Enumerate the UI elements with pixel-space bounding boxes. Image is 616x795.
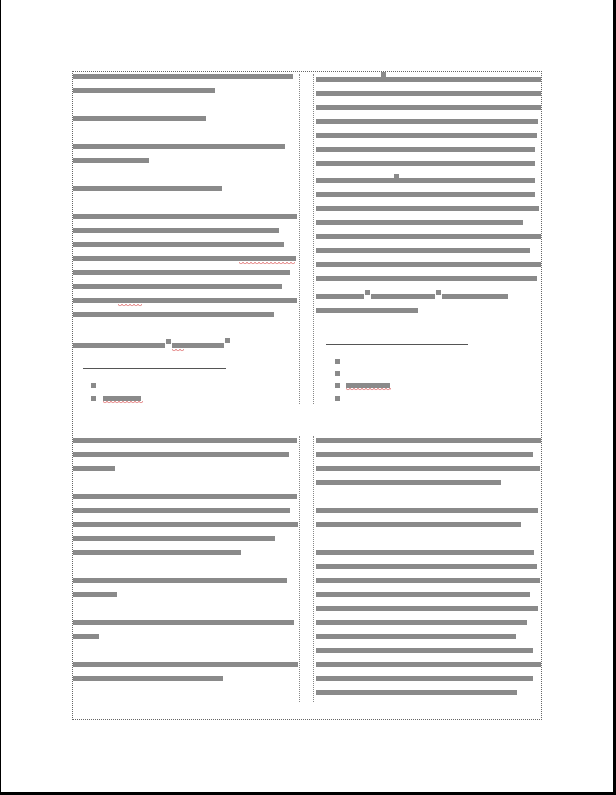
field-marker bbox=[225, 338, 230, 343]
spelling-error-underline bbox=[103, 401, 143, 405]
page-edge bbox=[0, 0, 1, 795]
text-line bbox=[316, 161, 535, 166]
spelling-error-underline bbox=[239, 262, 295, 266]
text-line bbox=[73, 452, 289, 457]
text-line bbox=[316, 466, 540, 471]
text-line bbox=[316, 452, 533, 457]
text-line bbox=[316, 294, 364, 299]
text-line bbox=[73, 438, 297, 443]
text-line bbox=[73, 74, 293, 79]
text-line bbox=[73, 256, 296, 261]
text-line bbox=[73, 634, 99, 639]
text-line bbox=[316, 550, 534, 555]
text-line bbox=[316, 620, 527, 625]
text-line bbox=[316, 480, 501, 485]
text-line bbox=[73, 144, 285, 149]
text-line bbox=[73, 284, 282, 289]
bullet-icon bbox=[335, 359, 340, 364]
text-line bbox=[316, 578, 540, 583]
column-divider bbox=[313, 74, 314, 404]
text-line bbox=[316, 276, 537, 281]
column-divider bbox=[299, 436, 300, 702]
column-divider bbox=[313, 436, 314, 702]
text-line bbox=[316, 234, 541, 239]
text-line bbox=[316, 592, 530, 597]
text-line bbox=[73, 158, 149, 163]
bullet-icon bbox=[335, 371, 340, 376]
text-line bbox=[73, 88, 215, 93]
text-line bbox=[73, 466, 115, 471]
bullet-icon bbox=[335, 396, 340, 401]
text-line bbox=[316, 262, 541, 267]
text-line bbox=[316, 91, 541, 96]
text-line bbox=[316, 105, 541, 110]
spelling-error-underline bbox=[118, 304, 142, 308]
text-line bbox=[316, 192, 535, 197]
text-line bbox=[316, 220, 523, 225]
text-line bbox=[73, 662, 298, 667]
column-divider bbox=[299, 74, 300, 404]
text-line bbox=[73, 578, 287, 583]
text-line bbox=[316, 508, 538, 513]
text-line bbox=[73, 620, 294, 625]
text-line bbox=[73, 592, 117, 597]
text-line bbox=[73, 270, 290, 275]
text-line bbox=[73, 550, 241, 555]
text-line bbox=[316, 634, 516, 639]
text-line bbox=[316, 676, 533, 681]
text-line bbox=[73, 343, 165, 348]
text-line bbox=[73, 312, 274, 317]
spelling-error-underline bbox=[346, 388, 391, 392]
field-marker bbox=[394, 174, 399, 179]
text-line bbox=[73, 536, 275, 541]
text-line bbox=[316, 133, 537, 138]
field-marker bbox=[436, 290, 441, 295]
text-line bbox=[73, 494, 297, 499]
text-line bbox=[316, 690, 517, 695]
text-line bbox=[442, 294, 508, 299]
bullet-icon bbox=[91, 396, 96, 401]
field-marker bbox=[365, 290, 370, 295]
text-line bbox=[316, 206, 539, 211]
text-line bbox=[73, 522, 298, 527]
text-line bbox=[73, 116, 206, 121]
text-line bbox=[73, 186, 222, 191]
text-line bbox=[316, 606, 538, 611]
spelling-error-underline bbox=[172, 349, 184, 353]
text-line bbox=[316, 147, 535, 152]
text-line bbox=[316, 77, 541, 82]
text-line bbox=[73, 228, 279, 233]
text-line bbox=[73, 242, 284, 247]
text-line bbox=[73, 676, 223, 681]
text-line bbox=[316, 648, 533, 653]
text-line bbox=[316, 438, 541, 443]
horizontal-rule bbox=[326, 344, 468, 345]
text-line bbox=[73, 214, 297, 219]
text-line bbox=[316, 119, 538, 124]
field-marker bbox=[166, 339, 171, 344]
horizontal-rule bbox=[83, 368, 226, 369]
text-line bbox=[371, 294, 435, 299]
bullet-icon bbox=[335, 383, 340, 388]
field-marker bbox=[381, 72, 386, 77]
text-line bbox=[316, 662, 541, 667]
text-line bbox=[316, 308, 418, 313]
text-line bbox=[316, 522, 521, 527]
text-line bbox=[73, 298, 297, 303]
text-line bbox=[73, 508, 290, 513]
text-line bbox=[172, 343, 224, 348]
bullet-icon bbox=[91, 383, 96, 388]
text-line bbox=[316, 178, 535, 183]
text-line bbox=[316, 248, 530, 253]
text-line bbox=[316, 564, 537, 569]
